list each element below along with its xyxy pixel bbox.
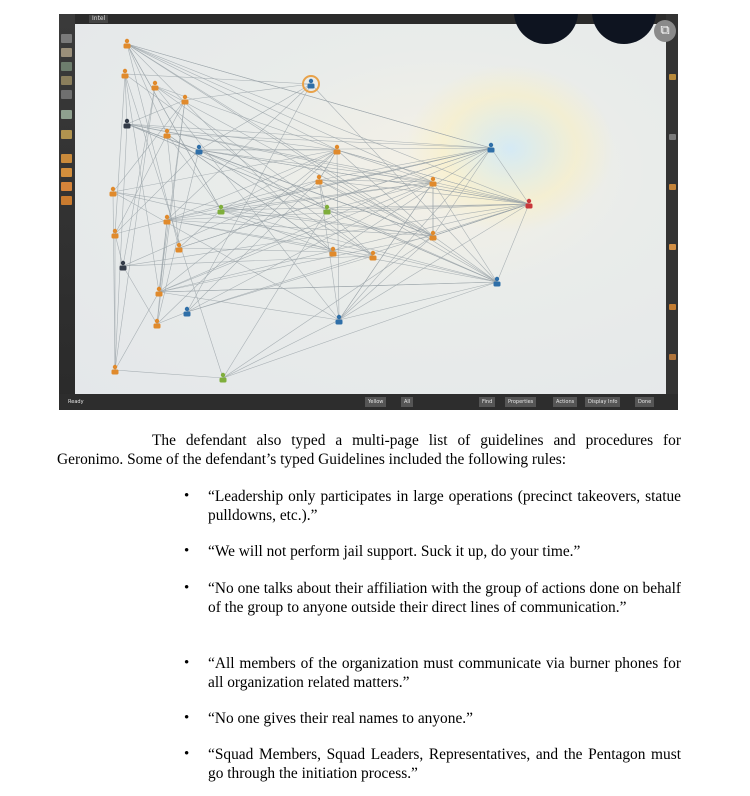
graph-edge — [127, 124, 529, 204]
graph-edge — [327, 204, 529, 210]
graph-edge — [115, 124, 127, 370]
graph-edge — [333, 148, 491, 252]
graph-edge — [113, 192, 115, 370]
bullet-icon: • — [184, 580, 190, 596]
graph-app-tab[interactable]: Intel — [89, 15, 108, 23]
graph-node-person-icon[interactable] — [124, 39, 131, 49]
graph-node-person-icon[interactable] — [184, 307, 191, 317]
graph-edge — [123, 86, 155, 266]
graph-edge — [127, 124, 337, 150]
graph-node-person-icon[interactable] — [330, 247, 337, 257]
graph-edge — [115, 370, 223, 378]
status-done-button[interactable]: Done — [635, 397, 654, 407]
bullet-icon: • — [184, 488, 190, 504]
graph-edge — [187, 84, 311, 312]
graph-edge — [157, 312, 187, 324]
status-find-button[interactable]: Find — [479, 397, 495, 407]
graph-node-person-icon[interactable] — [122, 69, 129, 79]
rule-item: “We will not perform jail support. Suck it up, do your time.” — [208, 543, 581, 560]
status-field[interactable]: All — [401, 397, 413, 407]
graph-edge — [497, 204, 529, 282]
graph-edge — [115, 74, 125, 234]
bullet-icon: • — [184, 746, 190, 762]
graph-edge — [123, 266, 157, 324]
graph-edge — [159, 100, 185, 292]
graph-edge — [127, 44, 433, 236]
graph-node-person-icon[interactable] — [124, 119, 131, 129]
graph-edge — [337, 150, 433, 182]
rule-item: “No one talks about their affiliation with the group of actions done on behalf of the group to anyone outside their direct lines of communication.” — [208, 580, 681, 616]
graph-edge — [221, 148, 491, 210]
graph-edge — [123, 256, 373, 266]
bullet-icon: • — [184, 710, 190, 726]
bullet-icon: • — [184, 655, 190, 671]
graph-edge — [159, 282, 497, 292]
graph-node-person-icon[interactable] — [182, 95, 189, 105]
graph-edge — [433, 204, 529, 236]
graph-edge — [125, 74, 223, 378]
graph-edge — [115, 220, 167, 234]
graph-edge — [115, 292, 159, 370]
graph-node-person-icon[interactable] — [334, 145, 341, 155]
rule-item: “Leadership only participates in large operations (precinct takeovers, statue pulldowns, etc.).” — [208, 488, 681, 524]
rule-item: “No one gives their real names to anyone.” — [208, 710, 473, 727]
graph-node-person-icon[interactable] — [152, 81, 159, 91]
graph-node-person-icon[interactable] — [196, 145, 203, 155]
network-graph-screen-photo — [59, 14, 678, 410]
graph-app-status-bar — [59, 394, 678, 410]
graph-edge — [491, 148, 529, 204]
graph-edge — [223, 210, 327, 378]
graph-edge — [319, 180, 529, 204]
status-display-info-button[interactable]: Display Info — [585, 397, 620, 407]
graph-edge — [125, 74, 159, 292]
network-graph — [59, 14, 678, 410]
intro-paragraph — [57, 431, 681, 469]
graph-edge — [339, 204, 529, 320]
graph-edge — [433, 148, 491, 236]
rule-item: “Squad Members, Squad Leaders, Representatives, and the Pentagon must go through the initiation process.” — [208, 746, 681, 782]
status-field[interactable]: Yellow — [365, 397, 386, 407]
graph-edge — [127, 44, 333, 252]
graph-edge — [433, 182, 529, 204]
status-ready-text: Ready — [68, 399, 84, 405]
graph-node-person-icon[interactable] — [430, 177, 437, 187]
graph-edge — [339, 182, 433, 320]
graph-node-person-icon[interactable] — [110, 187, 117, 197]
graph-node-person-icon[interactable] — [308, 79, 315, 89]
bullet-icon: • — [184, 543, 190, 559]
graph-edge — [339, 282, 497, 320]
graph-node-person-icon[interactable] — [324, 205, 331, 215]
status-actions-button[interactable]: Actions — [553, 397, 577, 407]
rule-item: “All members of the organization must communicate via burner phones for all organization related matters.” — [208, 655, 681, 691]
intro-paragraph-text: The defendant also typed a multi-page list of guidelines and procedures for Geronimo. Some of the defendant’s typed Guidelines included the following rules: — [57, 432, 681, 468]
graph-node-person-icon[interactable] — [488, 143, 495, 153]
graph-node-person-icon[interactable] — [112, 229, 119, 239]
graph-edge — [127, 44, 491, 148]
graph-edge — [223, 320, 339, 378]
graph-edge — [113, 150, 337, 192]
graph-edge — [125, 74, 373, 256]
restore-window-icon[interactable]: ⧉ — [654, 20, 676, 42]
status-properties-button[interactable]: Properties — [505, 397, 536, 407]
